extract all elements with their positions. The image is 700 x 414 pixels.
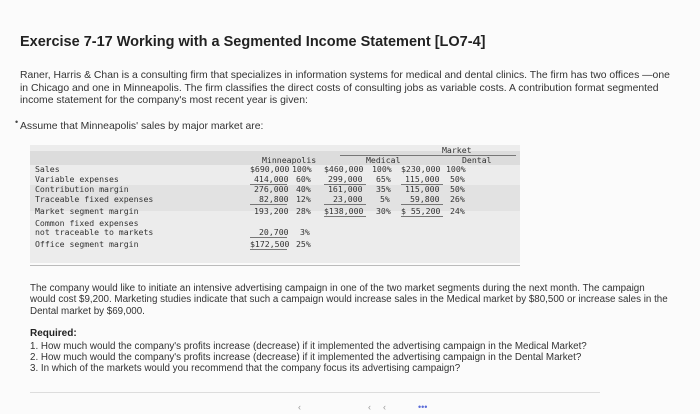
- header-minneapolis: Minneapolis: [262, 155, 317, 165]
- segmented-income-table: [30, 145, 520, 263]
- cell: 100%: [292, 164, 312, 174]
- list-item: 3. In which of the markets would you recommend that the company focus its advertising campaign?: [30, 363, 461, 375]
- cell: 5%: [380, 194, 390, 204]
- list-item: 2. How much would the company's profits increase (decrease) if it implemented the advertising campaign in the Dental Market?: [30, 352, 582, 364]
- cell: 59,800: [410, 194, 440, 204]
- divider: [30, 392, 600, 393]
- cell: $690,000: [250, 164, 290, 174]
- required-list: [30, 341, 670, 375]
- bottom-toolbar: [0, 402, 700, 414]
- cell: 20,700: [259, 227, 289, 237]
- cell: 12%: [296, 194, 311, 204]
- cell: $ 55,200: [401, 206, 441, 216]
- row-label: Sales: [35, 164, 60, 174]
- cell: 30%: [376, 206, 391, 216]
- row-label: Contribution margin: [35, 184, 129, 194]
- sum-rule: [401, 216, 443, 217]
- header-market: Market: [442, 145, 472, 155]
- cell: $172,500: [250, 239, 290, 249]
- row-label: Common fixed expenses: [35, 218, 139, 228]
- more-icon[interactable]: •••: [418, 402, 428, 412]
- cell: 100%: [372, 164, 392, 174]
- cell: $460,000: [324, 164, 364, 174]
- assume-text: Assume that Minneapolis' sales by major market are:: [20, 121, 264, 132]
- cell: 24%: [450, 206, 465, 216]
- cell: 299,000: [328, 174, 363, 184]
- cell: $138,000: [324, 206, 364, 216]
- cell: 3%: [300, 227, 310, 237]
- cell: 414,000: [254, 174, 289, 184]
- row-label: Variable expenses: [35, 174, 119, 184]
- cell: 40%: [296, 184, 311, 194]
- row-label: Office segment margin: [35, 239, 139, 249]
- cell: 26%: [450, 194, 465, 204]
- sum-rule: [250, 237, 287, 238]
- cell: 50%: [450, 174, 465, 184]
- campaign-paragraph: The company would like to initiate an intensive advertising campaign in one of the two market segments during the next month. The campaign would cost $9,200. Marketing studies indicate that such a campaign would increase sales in the Medical market by $80,500 or increase sales in the Dental market by $69,000.: [30, 283, 668, 317]
- divider: [30, 265, 520, 266]
- sum-rule: [324, 216, 366, 217]
- intro-paragraph: Raner, Harris & Chan is a consulting firm that specializes in information systems for medical and dental clinics. The firm has two offices —one in Chicago and one in Minneapolis. The firm classifies the direct costs of consulting jobs as variable costs. A contribution format segmented income statement for the company's most recent year is given:: [20, 70, 670, 107]
- sum-rule: [250, 204, 287, 205]
- cell: 35%: [376, 184, 391, 194]
- cell: 115,000: [405, 174, 440, 184]
- bullet-icon: •: [15, 117, 19, 127]
- list-item: 1. How much would the company's profits increase (decrease) if it implemented the advertising campaign in the Medical Market?: [30, 341, 587, 352]
- row-label: not traceable to markets: [35, 227, 154, 237]
- sum-rule: [250, 249, 287, 250]
- cell: 28%: [296, 206, 311, 216]
- header-dental: Dental: [462, 155, 492, 165]
- cell: 115,000: [405, 184, 440, 194]
- exercise-title: Exercise 7-17 Working with a Segmented Income Statement [LO7-4]: [20, 34, 486, 50]
- c-icon[interactable]: ‹: [383, 402, 386, 412]
- cell: 25%: [296, 239, 311, 249]
- back-icon[interactable]: ‹: [298, 402, 301, 412]
- cell: 82,800: [259, 194, 289, 204]
- sum-rule: [401, 204, 443, 205]
- cell: 23,000: [333, 194, 363, 204]
- c-icon[interactable]: ‹: [368, 402, 371, 412]
- row-label: Traceable fixed expenses: [35, 194, 154, 204]
- cell: 161,000: [328, 184, 363, 194]
- cell: 50%: [450, 184, 465, 194]
- sum-rule: [324, 204, 366, 205]
- row-label: Market segment margin: [35, 206, 139, 216]
- cell: 193,200: [254, 206, 289, 216]
- cell: 60%: [296, 174, 311, 184]
- cell: 276,000: [254, 184, 289, 194]
- required-title: Required:: [30, 328, 77, 339]
- cell: $230,000: [401, 164, 441, 174]
- cell: 100%: [446, 164, 466, 174]
- header-medical: Medical: [366, 155, 401, 165]
- cell: 65%: [376, 174, 391, 184]
